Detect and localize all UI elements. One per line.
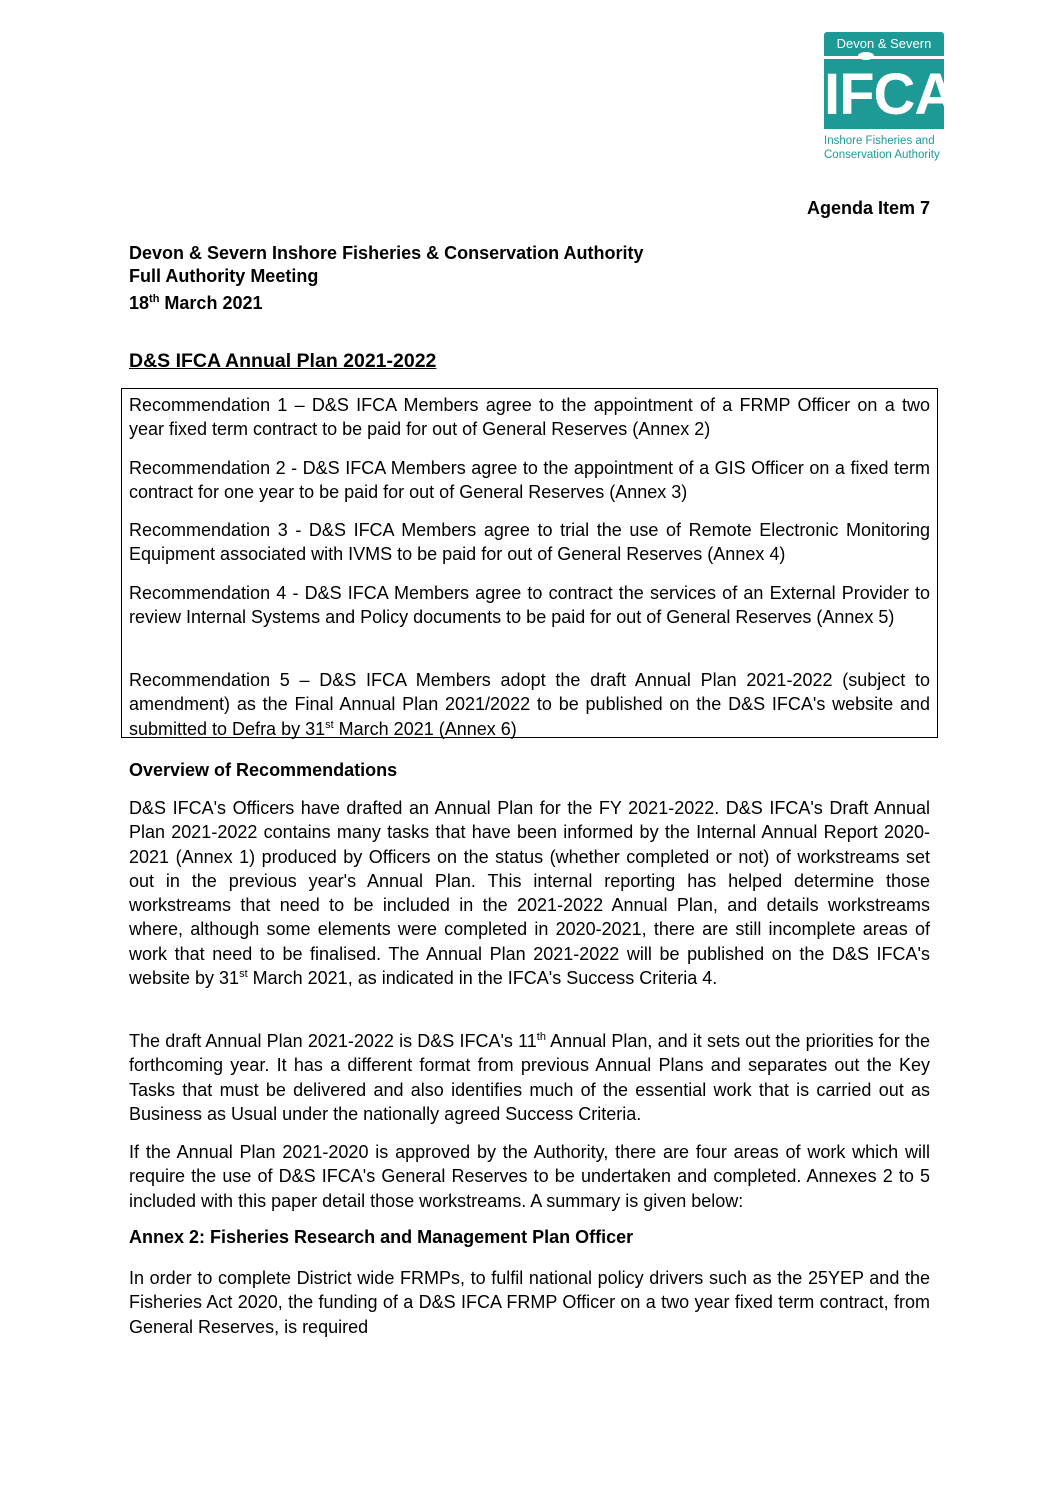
logo-subtitle-line2: Conservation Authority	[824, 149, 940, 161]
recommendation-2: Recommendation 2 - D&S IFCA Members agree to the appointment of a GIS Officer on a fixed term contract for one year to be paid for out of General Reserves (Annex 3)	[129, 458, 930, 503]
recommendation-4: Recommendation 4 - D&S IFCA Members agree to contract the services of an External Provider to review Internal Systems and Policy documents to be paid for out of General Reserves (Annex 5)	[129, 583, 930, 628]
logo-top-text: Devon & Severn	[824, 32, 944, 56]
recommendation-5: Recommendation 5 – D&S IFCA Members adopt the draft Annual Plan 2021-2022 (subject to amendment) as the Final Annual Plan 2021/2022 to be published on the D&S IFCA's website and submitted to Defra by 31st March 2021 (Annex 6)	[129, 670, 930, 739]
header-org: Devon & Severn Inshore Fisheries & Conservation Authority	[129, 243, 644, 263]
header-date: 18th March 2021	[129, 293, 263, 313]
fish-icon	[858, 52, 874, 60]
recommendation-3: Recommendation 3 - D&S IFCA Members agree to trial the use of Remote Electronic Monitoring Equipment associated with IVMS to be paid for out of General Reserves (Annex 4)	[129, 520, 930, 565]
overview-paragraph-3: If the Annual Plan 2021-2020 is approved by the Authority, there are four areas of work which will require the use of D&S IFCA's General Reserves to be undertaken and completed. Annexes 2 to 5 included with this paper detail those workstreams. A summary is given below:	[129, 1142, 930, 1211]
agenda-item: Agenda Item 7	[806, 198, 930, 218]
overview-paragraph-2: The draft Annual Plan 2021-2022 is D&S IFCA's 11th Annual Plan, and it sets out the priorities for the forthcoming year. It has a different format from previous Annual Plans and separates out the Key Tasks that must be delivered and also identifies much of the essential work that is carried out as Business as Usual under the nationally agreed Success Criteria.	[129, 1031, 930, 1124]
annex2-paragraph: In order to complete District wide FRMPs, to fulfil national policy drivers such as the 25YEP and the Fisheries Act 2020, the funding of a D&S IFCA FRMP Officer on a two year fixed term contract, from General Reserves, is required	[129, 1268, 930, 1337]
overview-paragraph-1: D&S IFCA's Officers have drafted an Annual Plan for the FY 2021-2022. D&S IFCA's Draft Annual Plan 2021-2022 contains many tasks that have been informed by the Internal Annual Report 2020-2021 (Annex 1) produced by Officers on the status (whether completed or not) of workstreams set out in the previous year's Annual Plan. This internal reporting has helped determine those workstreams that need to be included in the 2021-2022 Annual Plan, and details workstreams where, although some elements were completed in 2020-2021, there are still incomplete areas of work that need to be finalised. The Annual Plan 2021-2022 will be published on the D&S IFCA's website by 31st March 2021, as indicated in the IFCA's Success Criteria 4.	[129, 798, 930, 989]
header-meeting: Full Authority Meeting	[129, 266, 319, 286]
recommendation-1: Recommendation 1 – D&S IFCA Members agree to the appointment of a FRMP Officer on a two year fixed term contract to be paid for out of General Reserves (Annex 2)	[129, 395, 930, 440]
page-title: D&S IFCA Annual Plan 2021-2022	[129, 350, 437, 372]
ifca-logo	[824, 32, 956, 162]
overview-heading: Overview of Recommendations	[129, 760, 398, 780]
annex2-heading: Annex 2: Fisheries Research and Management Plan Officer	[129, 1227, 634, 1247]
logo-main-text: IFCA	[824, 59, 944, 129]
logo-subtitle-line1: Inshore Fisheries and	[824, 135, 935, 147]
